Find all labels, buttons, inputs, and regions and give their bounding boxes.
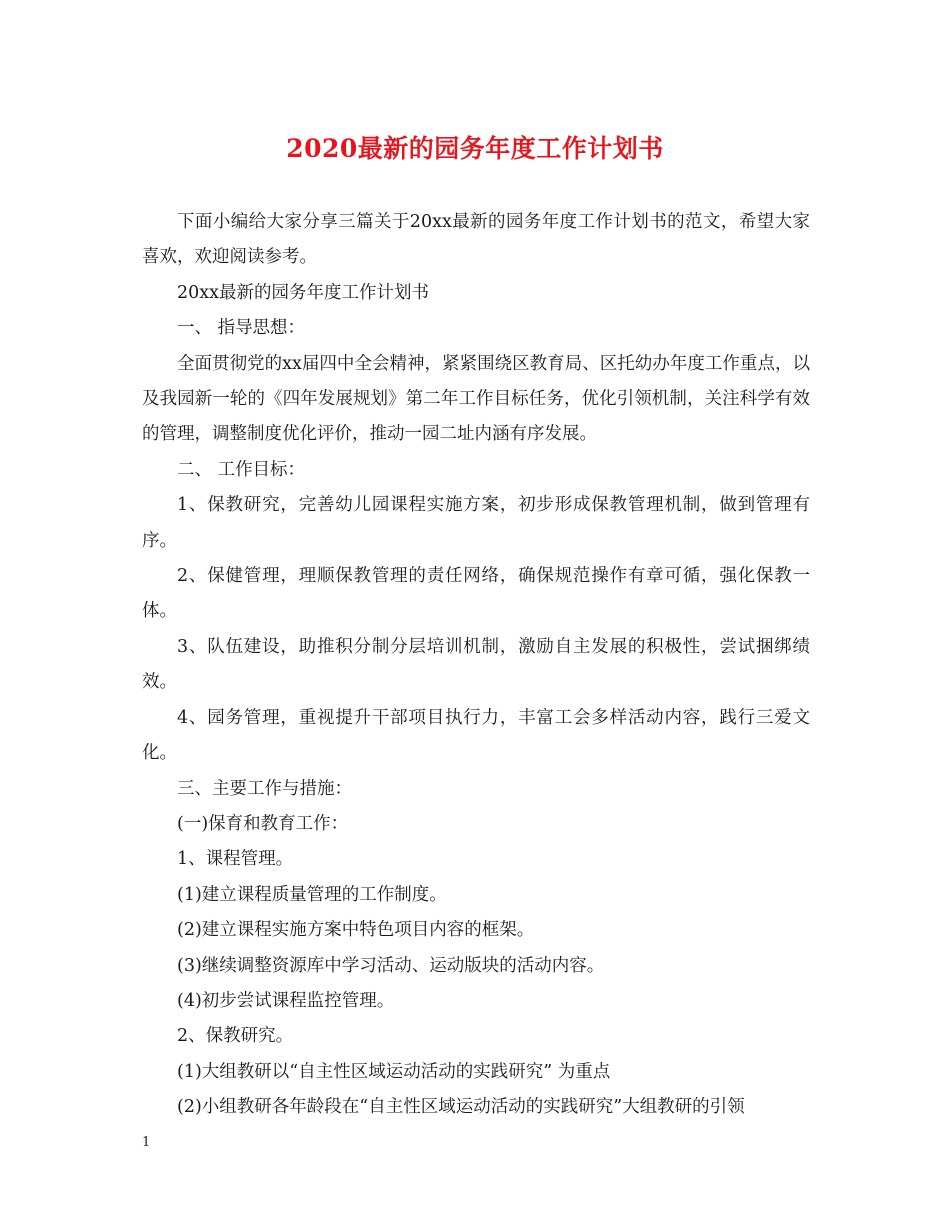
list-item: (2)小组教研各年龄段在“自主性区域运动活动的实践研究”大组教研的引领 (177, 1097, 745, 1118)
section-heading-main-work: 三、主要工作与措施： (177, 778, 352, 799)
goal-item-3: 3、队伍建设，助推积分制分层培训机制，激励自主发展的积极性，尝试捆绑绩效。 (142, 636, 810, 693)
section-heading-work-goals: 二、 工作目标： (177, 459, 306, 480)
subtitle-paragraph: 20xx最新的园务年度工作计划书 (177, 282, 430, 303)
list-heading-research: 2、保教研究。 (177, 1026, 294, 1047)
goal-item-2: 2、保健管理，理顺保教管理的责任网络，确保规范操作有章可循，强化保教一体。 (142, 566, 810, 622)
list-item: (1)建立课程质量管理的工作制度。 (177, 884, 447, 905)
goal-item-4: 4、园务管理，重视提升干部项目执行力，丰富工会多样活动内容，践行三爱文化。 (142, 707, 810, 764)
list-item: (2)建立课程实施方案中特色项目内容的框架。 (177, 920, 535, 941)
intro-paragraph: 下面小编给大家分享三篇关于20xx最新的园务年度工作计划书的范文，希望大家喜欢，欢迎阅读参考。 (142, 212, 810, 268)
list-heading-curriculum: 1、课程管理。 (177, 849, 294, 870)
list-item: (1)大组教研以“自主性区域运动活动的实践研究” 为重点 (177, 1061, 611, 1082)
guiding-ideology-paragraph: 全面贯彻党的xx届四中全会精神，紧紧围绕区教育局、区托幼办年度工作重点，以及我园新一轮的《四年发展规划》第二年工作目标任务，优化引领机制，关注科学有效的管理，调整制度优化评价，推动一园二址内涵有序发展。 (142, 353, 810, 445)
document-title: 2020最新的园务年度工作计划书 (286, 134, 664, 163)
list-item: (4)初步尝试课程监控管理。 (177, 990, 395, 1011)
list-item: (3)继续调整资源库中学习活动、运动版块的活动内容。 (177, 955, 605, 976)
section-heading-guiding-ideology: 一、 指导思想： (177, 318, 306, 339)
goal-item-1: 1、保教研究，完善幼儿园课程实施方案，初步形成保教管理机制，做到管理有序。 (142, 495, 810, 551)
document-body (142, 205, 810, 1126)
subsection-heading-care-education: (一)保育和教育工作： (177, 813, 349, 834)
page-number: 1 (142, 1135, 151, 1150)
